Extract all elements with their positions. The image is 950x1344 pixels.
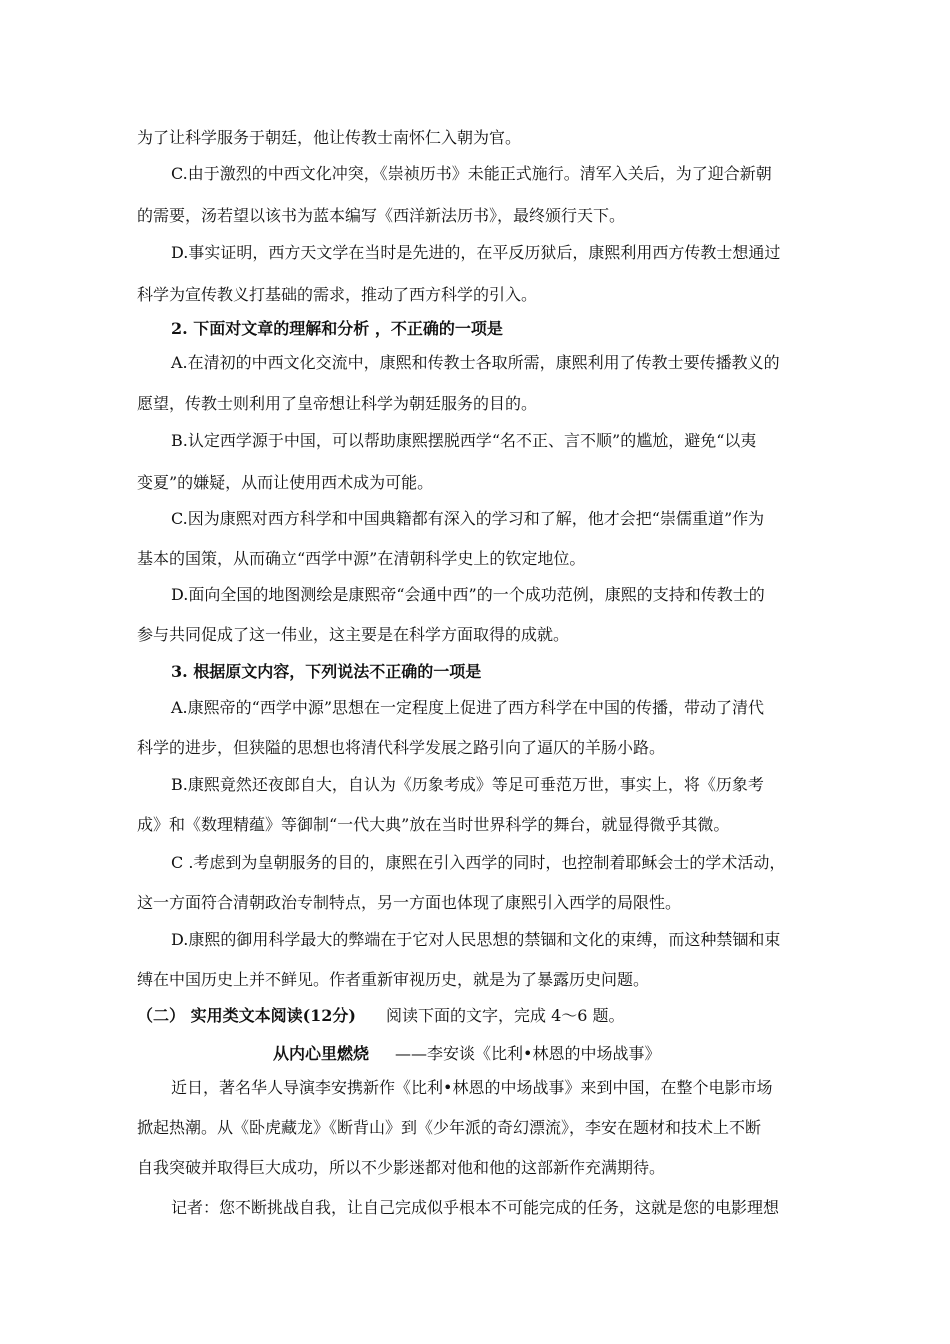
option-c-text: C.由于激烈的中西文化冲突，《崇祯历书》未能正式施行。清军入关后，为了迎合新朝 <box>171 164 772 183</box>
paragraph-text: 成》和《数理精蕴》等御制“一代大典”放在当时世界科学的舞台，就显得微乎其微。 <box>137 815 730 834</box>
paragraph-text: 参与共同促成了这一伟业，这主要是在科学方面取得的成就。 <box>137 625 570 644</box>
option-d-text: D.面向全国的地图测绘是康熙帝“会通中西”的一个成功范例，康熙的支持和传教士的 <box>171 585 765 604</box>
paragraph-text: 的需要，汤若望以该书为蓝本编写《西洋新法历书》，最终颁行天下。 <box>137 206 626 225</box>
option-d-text: D.事实证明，西方天文学在当时是先进的，在平反历狱后，康熙利用西方传教士想通过 <box>171 243 781 262</box>
paragraph-text: 科学为宣传教义打基础的需求，推动了西方科学的引入。 <box>137 285 538 304</box>
section-instruction: 阅读下面的文字，完成 4～6 题。 <box>386 1006 625 1025</box>
question-text: 3. 根据原文内容，下列说法不正确的一项是 <box>171 662 482 681</box>
paragraph-text: 愿望，传教士则利用了皇帝想让科学为朝廷服务的目的。 <box>137 394 538 413</box>
option-d-text: D.康熙的御用科学最大的弊端在于它对人民思想的禁锢和文化的束缚，而这种禁锢和束 <box>171 930 781 949</box>
paragraph-text: 科学的进步，但狭隘的思想也将清代科学发展之路引向了逼仄的羊肠小路。 <box>137 738 666 757</box>
paragraph-text: 基本的国策，从而确立“西学中源”在清朝科学史上的钦定地位。 <box>137 549 586 568</box>
option-b-text: B.康熙竟然还夜郎自大，自认为《历象考成》等足可垂范万世，事实上，将《历象考 <box>171 775 764 794</box>
paragraph-text: 为了让科学服务于朝廷，他让传教士南怀仁入朝为官。 <box>137 128 522 147</box>
question-text: 2. 下面对文章的理解和分析 ，不正确的一项是 <box>171 319 503 338</box>
paragraph-text: 变夏”的嫌疑，从而让使用西术成为可能。 <box>137 473 434 492</box>
article-title-sub: ——李安谈《比利•林恩的中场战事》 <box>395 1044 661 1063</box>
option-c-text: C.因为康熙对西方科学和中国典籍都有深入的学习和了解，他才会把“崇儒重道”作为 <box>171 509 765 528</box>
option-c-text: C .考虑到为皇朝服务的目的，康熙在引入西学的同时，也控制着耶稣会士的学术活动， <box>171 853 786 872</box>
option-b-text: B.认定西学源于中国，可以帮助康熙摆脱西学“名不正、言不顺”的尴尬，避免“以夷 <box>171 431 757 450</box>
paragraph-text: 这一方面符合清朝政治专制特点，另一方面也体现了康熙引入西学的局限性。 <box>137 893 682 912</box>
paragraph-text: 记者：您不断挑战自我，让自己完成似乎根本不可能完成的任务，这就是您的电影理想 <box>171 1198 780 1217</box>
article-title-main: 从内心里燃烧 <box>273 1044 370 1063</box>
paragraph-text: 缚在中国历史上并不鲜见。作者重新审视历史，就是为了暴露历史问题。 <box>137 970 650 989</box>
option-a-text: A.在清初的中西文化交流中，康熙和传教士各取所需，康熙利用了传教士要传播教义的 <box>171 353 780 372</box>
paragraph-text: 近日，著名华人导演李安携新作《比利•林恩的中场战事》来到中国，在整个电影市场 <box>171 1078 773 1097</box>
option-a-text: A.康熙帝的“西学中源”思想在一定程度上促进了西方科学在中国的传播，带动了清代 <box>171 698 765 717</box>
paragraph-text: 自我突破并取得巨大成功，所以不少影迷都对他和他的这部新作充满期待。 <box>137 1158 666 1177</box>
section-label: （二） 实用类文本阅读(12分) <box>137 1006 356 1025</box>
paragraph-text: 掀起热潮。从《卧虎藏龙》《断背山》到《少年派的奇幻漂流》，李安在题材和技术上不断 <box>137 1118 762 1137</box>
